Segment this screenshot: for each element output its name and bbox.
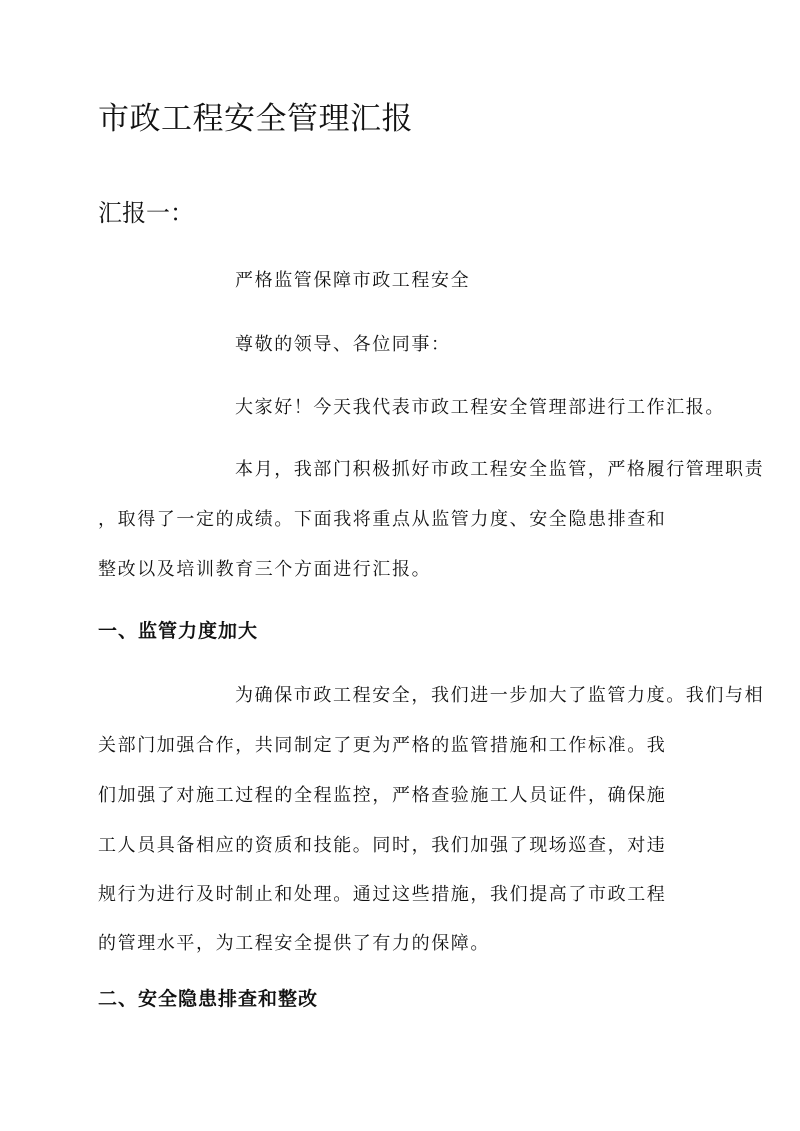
document-title: 市政工程安全管理汇报 (98, 101, 413, 137)
subheading-hazard-inspection: 二、安全隐患排查和整改 (98, 988, 319, 1010)
paragraph-line: 本月，我部门积极抓好市政工程安全监管，严格履行管理职责 (235, 459, 765, 480)
paragraph-line: 为确保市政工程安全，我们进一步加大了监管力度。我们与相 (235, 685, 765, 706)
paragraph-line: 关部门加强合作，共同制定了更为严格的监管措施和工作标准。我 (98, 735, 667, 756)
report-subtitle: 严格监管保障市政工程安全 (235, 270, 471, 291)
salutation: 尊敬的领导、各位同事： (235, 334, 451, 355)
paragraph-line: 整改以及培训教育三个方面进行汇报。 (98, 559, 432, 580)
greeting: 大家好！今天我代表市政工程安全管理部进行工作汇报。 (235, 397, 725, 418)
paragraph-line: 们加强了对施工过程的全程监控，严格查验施工人员证件，确保施 (98, 785, 667, 806)
paragraph-line: 工人员具备相应的资质和技能。同时，我们加强了现场巡查，对违 (98, 835, 667, 856)
paragraph-line: 规行为进行及时制止和处理。通过这些措施，我们提高了市政工程 (98, 884, 667, 905)
paragraph-line: 的管理水平，为工程安全提供了有力的保障。 (98, 933, 490, 954)
subheading-supervision: 一、监管力度加大 (98, 620, 259, 642)
paragraph-line: ，取得了一定的成绩。下面我将重点从监管力度、安全隐患排查和 (98, 509, 667, 530)
section-heading: 汇报一： (98, 199, 194, 227)
